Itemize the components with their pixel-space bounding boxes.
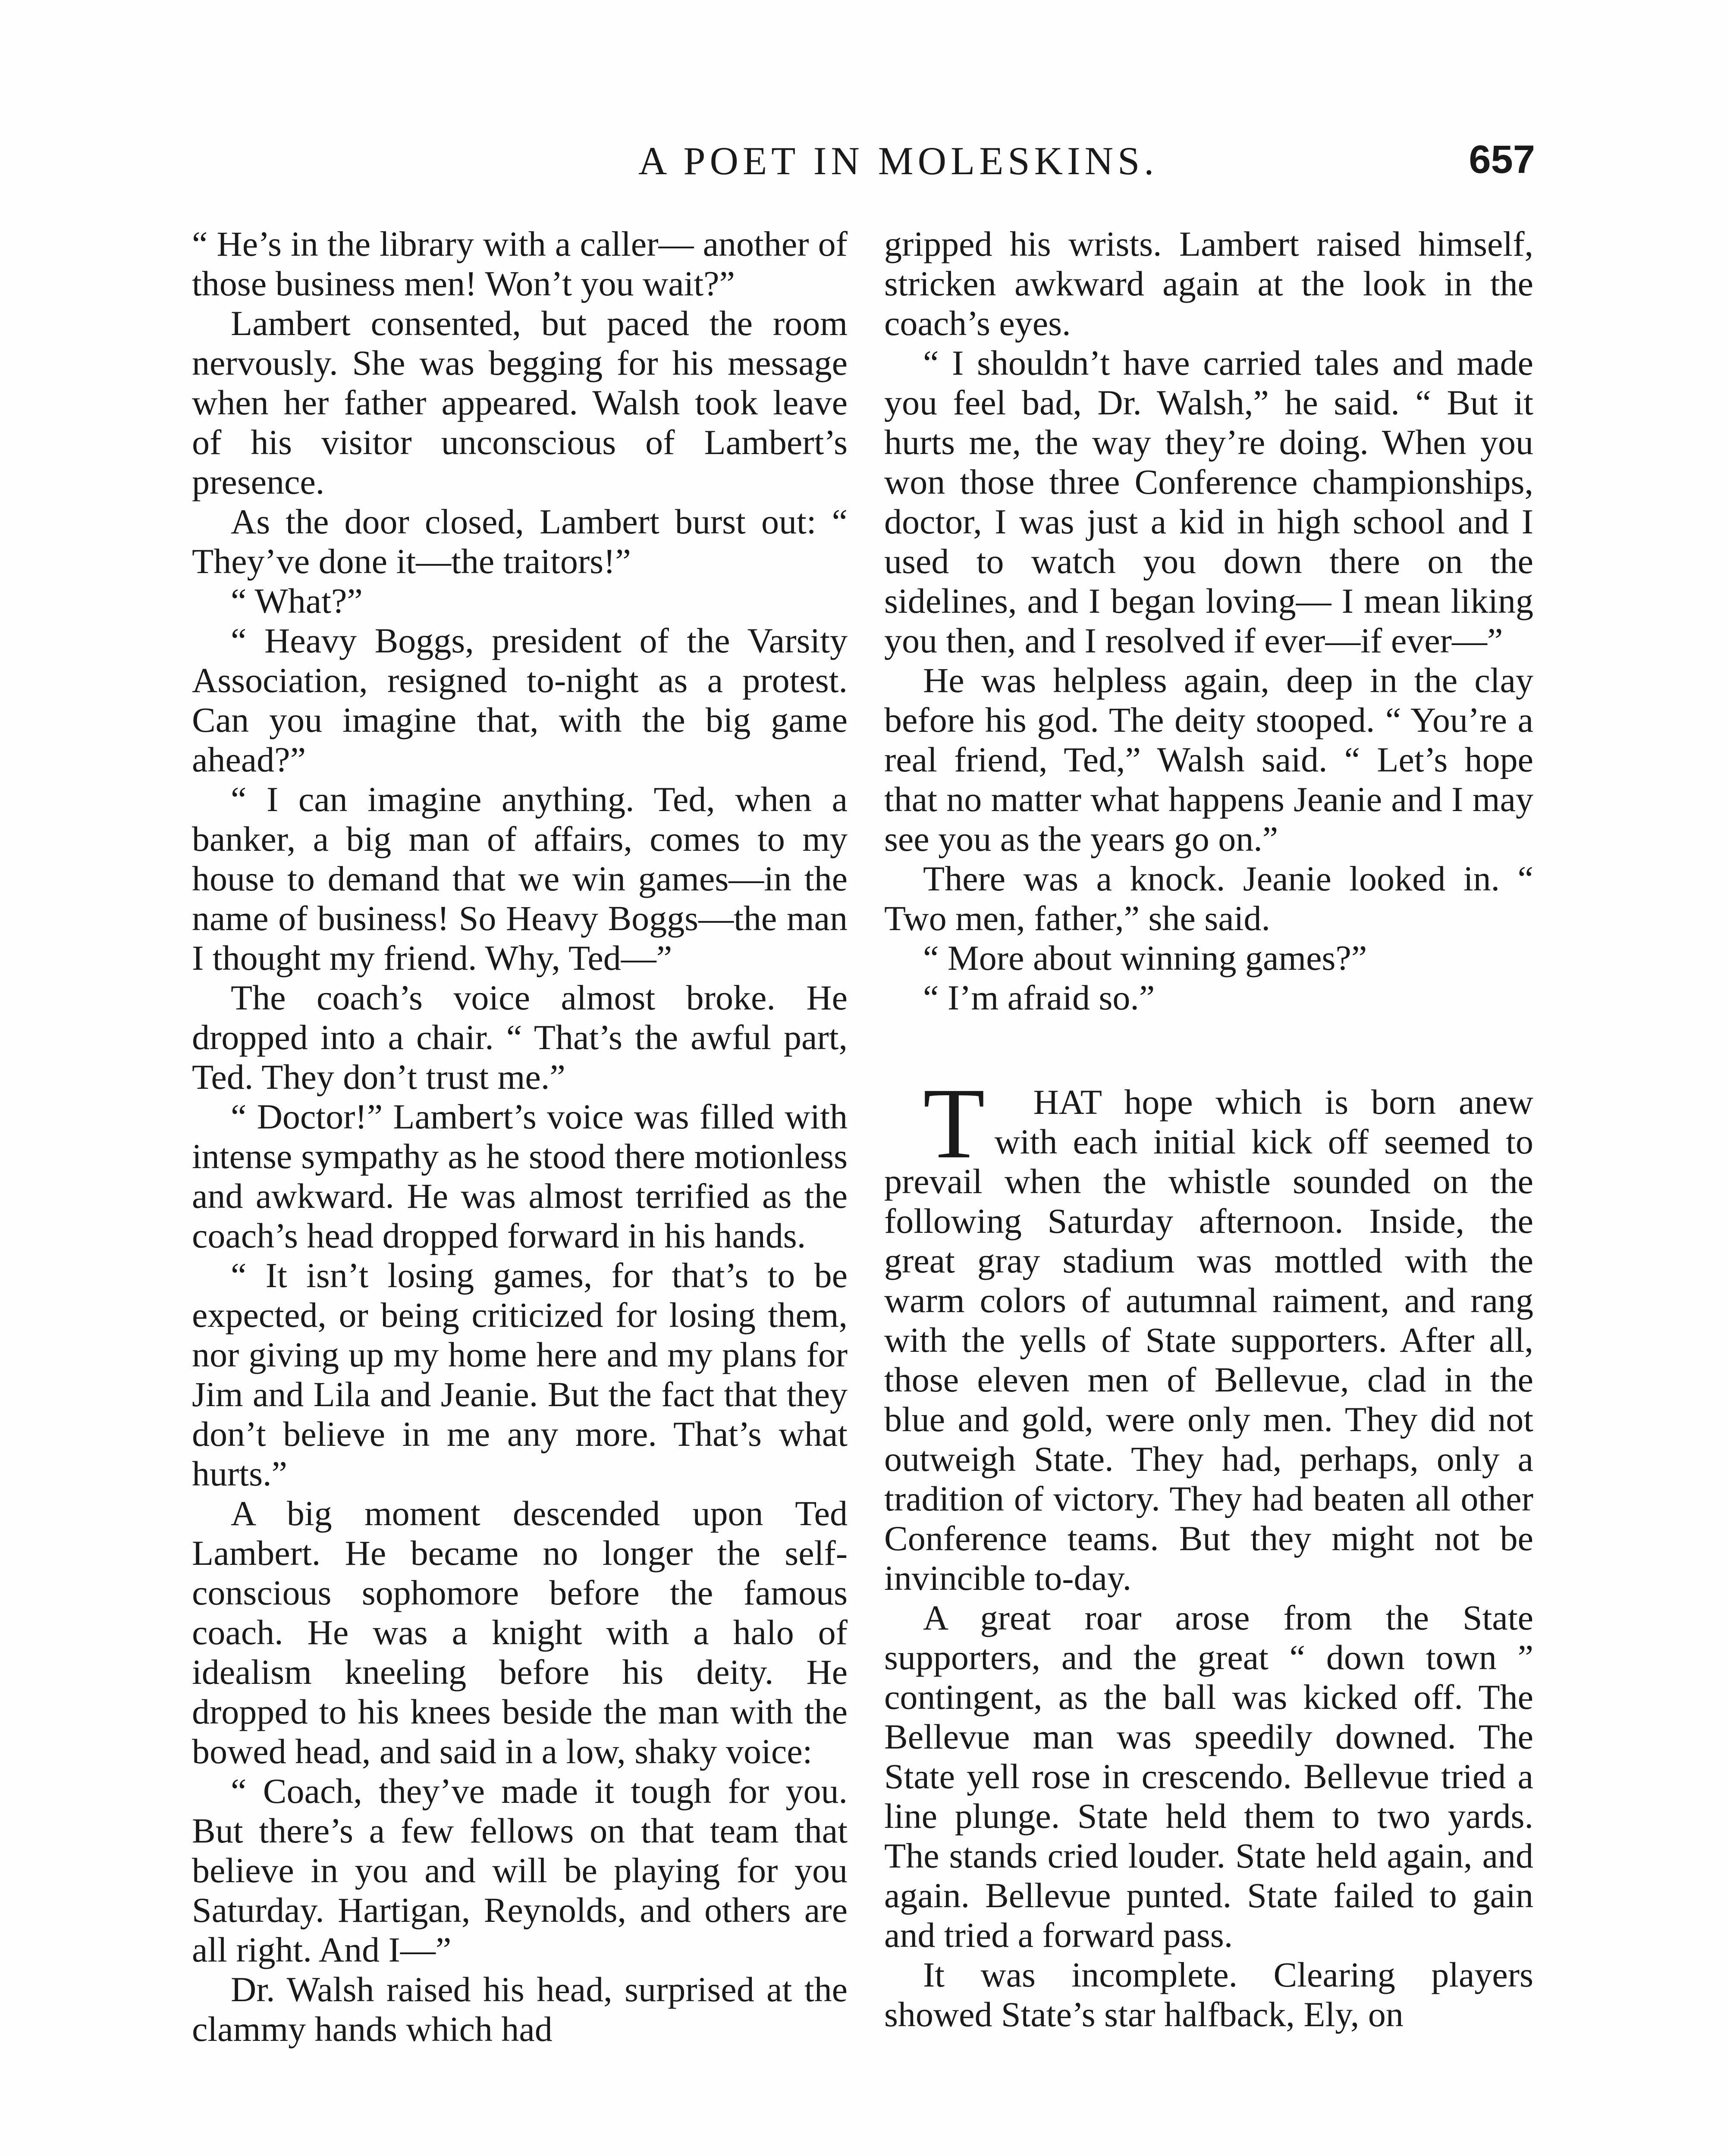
- paragraph: Dr. Walsh raised his head, surprised at the clammy hands which had: [192, 1970, 848, 2049]
- paragraph: “ It isn’t losing games, for that’s to be expected, or being criticized for losing them, nor giving up my home here and my plans for Jim and Lila and Jeanie. But the fact that they don’t believe in me any more. That’s what hurts.”: [192, 1256, 848, 1493]
- running-title: A POET IN MOLESKINS.: [638, 139, 1159, 183]
- drop-cap: T: [923, 1067, 985, 1179]
- paragraph: As the door closed, Lambert burst out: “ They’ve done it—the traitors!”: [192, 502, 848, 581]
- paragraph: A great roar arose from the State supporters, and the great “ down town ” contingent, as the ball was kicked off. The Bellevue man was speedily downed. The State yell rose in crescendo. Bellevue tried a line plunge. State held them to two yards. The stands cried louder. State held again, and again. Bellevue punted. State failed to gain and tried a forward pass.: [884, 1598, 1533, 1955]
- paragraph: gripped his wrists. Lambert raised himself, stricken awkward again at the look in the coach’s eyes.: [884, 224, 1533, 343]
- paragraph: It was incomplete. Clearing players showed State’s star halfback, Ely, on: [884, 1955, 1533, 2034]
- paragraph: “ Heavy Boggs, president of the Varsity Association, resigned to-night as a protest. Can you imagine that, with the big game ahead?”: [192, 621, 848, 779]
- right-column: [884, 224, 1533, 2034]
- paragraph: “ What?”: [231, 581, 363, 620]
- paragraph: He was helpless again, deep in the clay before his god. The deity stooped. “ You’re a real friend, Ted,” Walsh said. “ Let’s hope that no matter what happens Jeanie and I may see you as the years go on.”: [884, 661, 1533, 859]
- paragraph: “ I shouldn’t have carried tales and made you feel bad, Dr. Walsh,” he said. “ But it hurts me, the way they’re doing. When you won those three Conference championships, doctor, I was just a kid in high school and I used to watch you down there on the sidelines, and I began loving— I mean liking you then, and I resolved if ever—if ever—”: [884, 343, 1533, 660]
- paragraph: A big moment descended upon Ted Lambert. He became no longer the self-conscious sophomore before the famous coach. He was a knight with a halo of idealism kneeling before his deity. He dropped to his knees beside the man with the bowed head, and said in a low, shaky voice:: [192, 1494, 848, 1771]
- paragraph: “ Doctor!” Lambert’s voice was filled with intense sympathy as he stood there motionless and awkward. He was almost terrified as the coach’s head dropped forward in his hands.: [192, 1097, 848, 1255]
- paragraph: Lambert consented, but paced the room nervously. She was begging for his message when her father appeared. Walsh took leave of his visitor unconscious of Lambert’s presence.: [192, 304, 848, 501]
- paragraph: “ I can imagine anything. Ted, when a banker, a big man of affairs, comes to my house to demand that we win games—in the name of business! So Heavy Boggs—the man I thought my friend. Why, Ted—”: [192, 780, 848, 978]
- paragraph: There was a knock. Jeanie looked in. “ Two men, father,” she said.: [884, 859, 1533, 938]
- paragraph: “ More about winning games?”: [923, 938, 1367, 978]
- opening-text: HAT hope which is born anew with each initial kick off seemed to prevail when the whistle sounded on the following Saturday afternoon. Inside, the great gray stadium was mottled with the warm colors of autumnal raiment, and rang with the yells of State supporters. After all, those eleven men of Bellevue, clad in the blue and gold, were only men. They did not outweigh State. They had, perhaps, only a tradition of victory. They had beaten all other Conference teams. But they might not be invincible to-day.: [884, 1082, 1533, 1598]
- paragraph: The coach’s voice almost broke. He dropped into a chair. “ That’s the awful part, Ted. They don’t trust me.”: [192, 978, 848, 1097]
- page-number: 657: [1469, 138, 1535, 182]
- section-opening-paragraph: [884, 1067, 1533, 1598]
- paragraph: “ Coach, they’ve made it tough for you. But there’s a few fellows on that team that believe in you and will be playing for you Saturday. Hartigan, Reynolds, and others are all right. And I—”: [192, 1771, 848, 1969]
- left-column: [192, 224, 848, 2049]
- paragraph: “ I’m afraid so.”: [923, 978, 1155, 1017]
- paragraph: “ He’s in the library with a caller— another of those business men! Won’t you wait?”: [192, 224, 848, 303]
